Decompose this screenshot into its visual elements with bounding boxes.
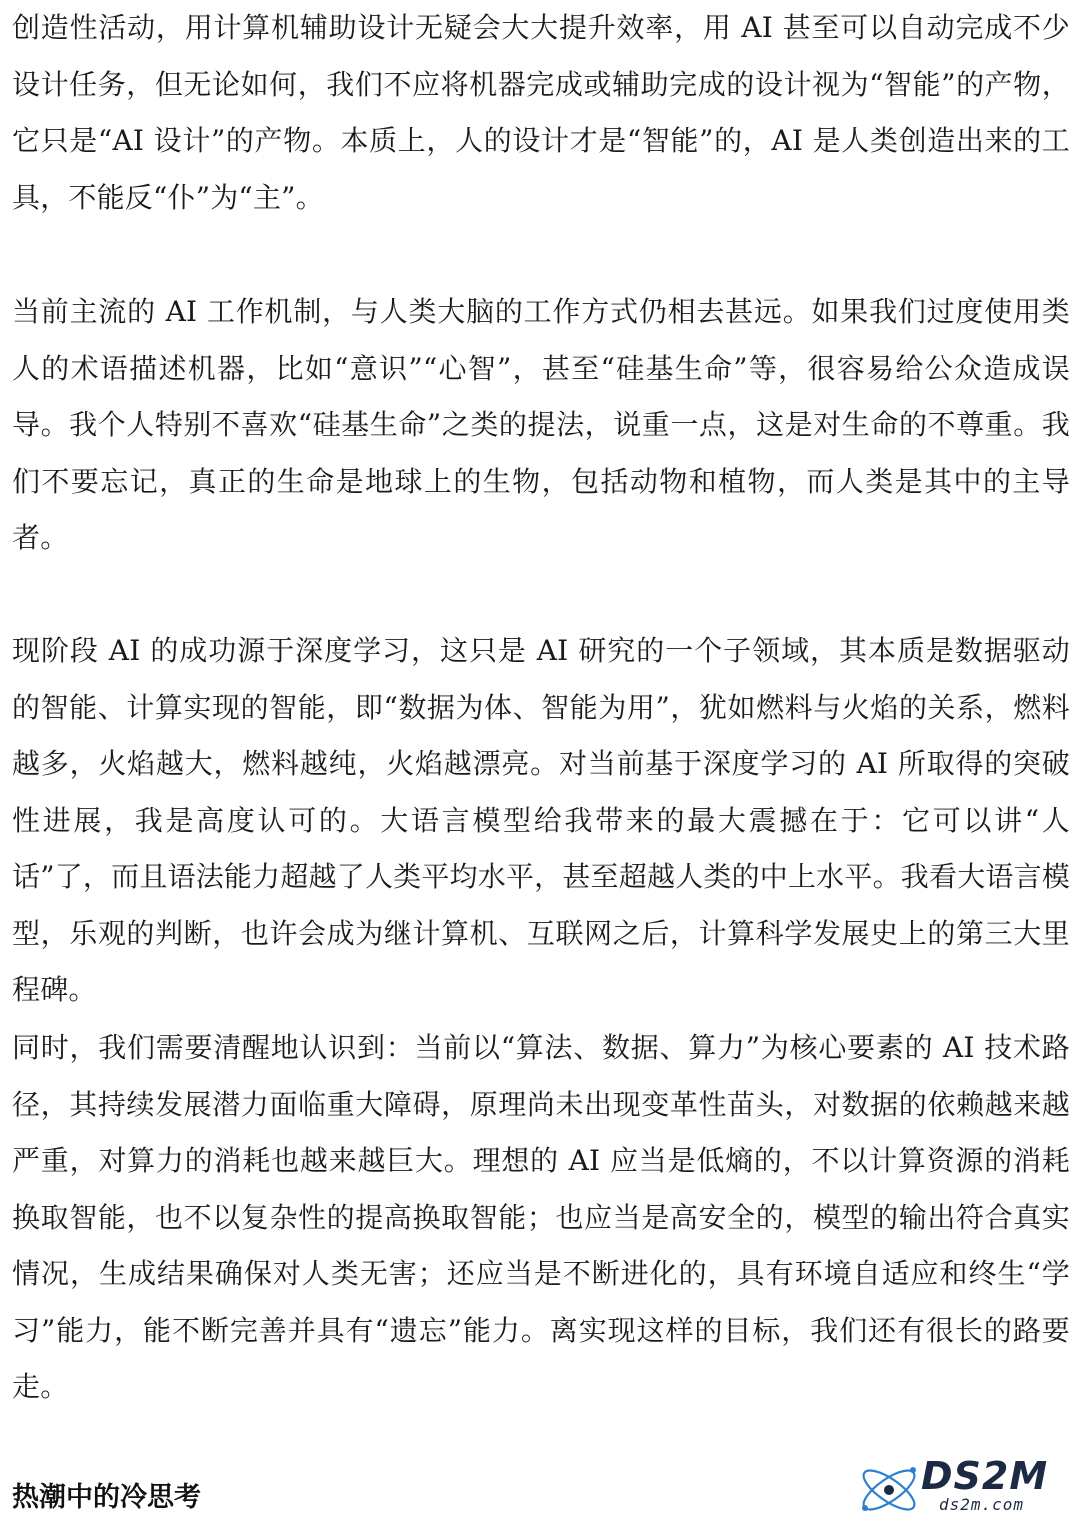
atom-logo-icon xyxy=(855,1456,927,1522)
watermark-brand: DS2M xyxy=(921,1454,1049,1498)
section-heading: 热潮中的冷思考 xyxy=(12,1482,201,1513)
paragraph-2: 当前主流的 AI 工作机制，与人类大脑的工作方式仍相去甚远。如果我们过度使用类人的术语描述机器，比如“意识”“心智”，甚至“硅基生命”等，很容易给公众造成误导。我个人特别不喜欢“硅基生命”之类的提法，说重一点，这是对生命的不尊重。我们不要忘记，真正的生命是地球上的生物，包括动物和植物，而人类是其中的主导者。 xyxy=(12,295,1070,554)
watermark-domain: ds2m.com xyxy=(939,1495,1025,1514)
paragraph-4: 同时，我们需要清醒地认识到：当前以“算法、数据、算力”为核心要素的 AI 技术路径，其持续发展潜力面临重大障碍，原理尚未出现变革性苗头，对数据的依赖越来越严重，对算力的消耗也越来越巨大。理想的 AI 应当是低熵的，不以计算资源的消耗换取智能，也不以复杂性的提高换取智能；也应当是高安全的，模型的输出符合真实情况，生成结果确保对人类无害；还应当是不断进化的，具有环境自适应和终生“学习”能力，能不断完善并具有“遗忘”能力。离实现这样的目标，我们还有很长的路要走。 xyxy=(12,1031,1070,1403)
paragraph-3: 现阶段 AI 的成功源于深度学习，这只是 AI 研究的一个子领域，其本质是数据驱动的智能、计算实现的智能，即“数据为体、智能为用”，犹如燃料与火焰的关系，燃料越多，火焰越大，燃料越纯，火焰越漂亮。对当前基于深度学习的 AI 所取得的突破性进展，我是高度认可的。大语言模型给我带来的最大震撼在于：它可以讲“人话”了，而且语法能力超越了人类平均水平，甚至超越人类的中上水平。我看大语言模型，乐观的判断，也许会成为继计算机、互联网之后，计算科学发展史上的第三大里程碑。 xyxy=(12,634,1070,1006)
paragraph-1: 创造性活动，用计算机辅助设计无疑会大大提升效率，用 AI 甚至可以自动完成不少设计任务，但无论如何，我们不应将机器完成或辅助完成的设计视为“智能”的产物，它只是“AI 设计”的产物。本质上，人的设计才是“智能”的，AI 是人类创造出来的工具，不能反“仆”为“主”。 xyxy=(12,11,1070,214)
watermark-logo xyxy=(855,1456,1070,1522)
